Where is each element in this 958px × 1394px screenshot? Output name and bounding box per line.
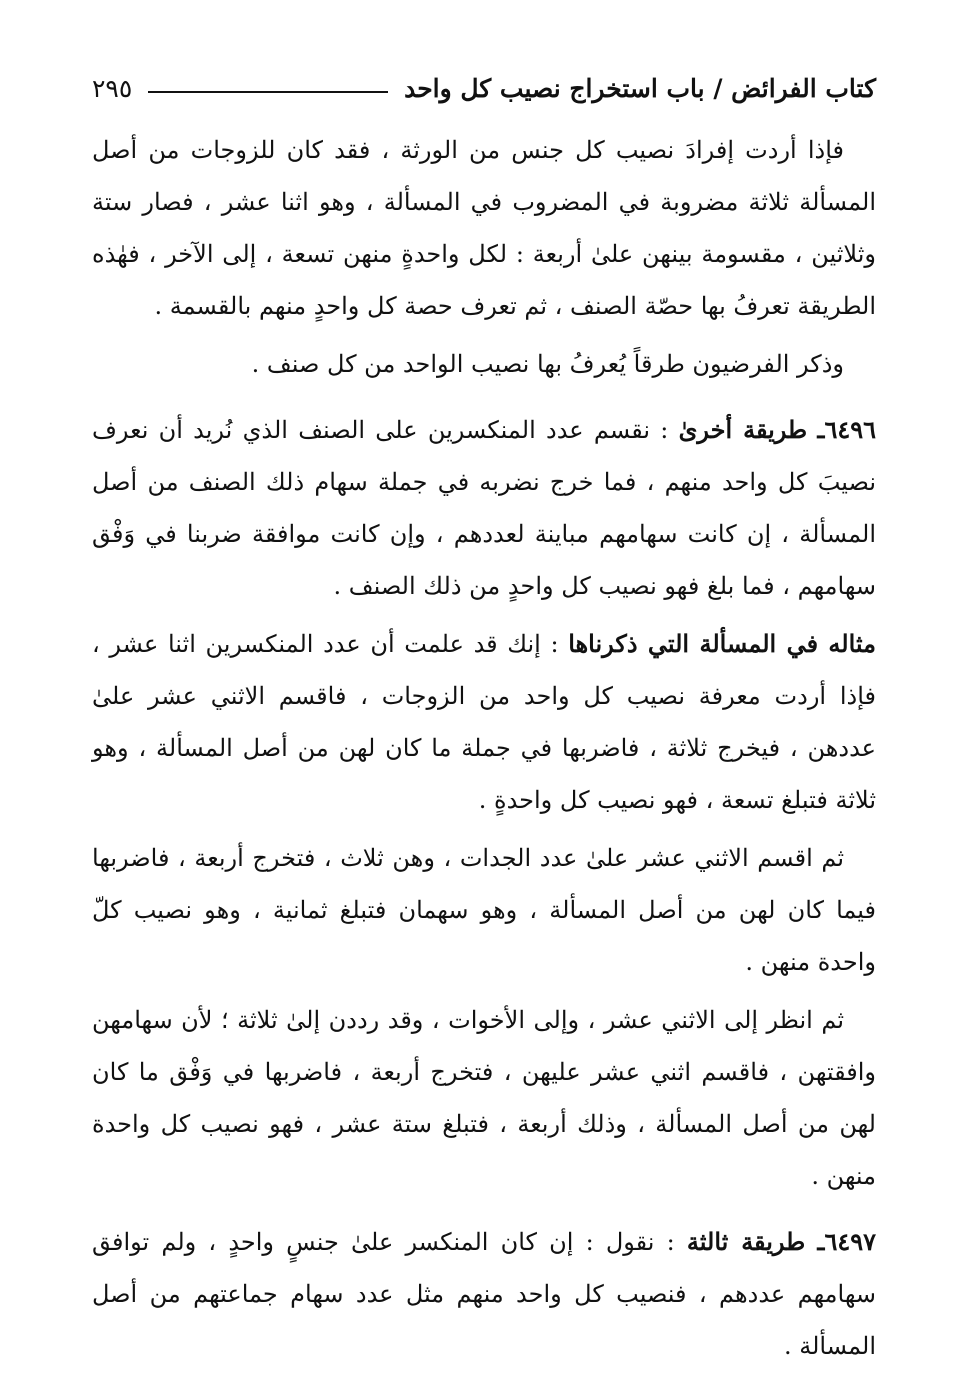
page-body bbox=[92, 124, 876, 1372]
paragraph-sisters bbox=[92, 994, 876, 1202]
paragraph-heading: مثاله في المسألة التي ذكرناها bbox=[568, 629, 876, 658]
book-page bbox=[92, 70, 876, 1378]
paragraph-text: ثم انظر إلى الاثني عشر ، وإلى الأخوات ، وقد رددن إلىٰ ثلاثة ؛ لأن سهامهن وافقتهن ، فاقسم اثني عشر عليهن ، فتخرج أربعة ، فاضربها في وَفْق ما كان لهن من أصل المسألة ، وذلك أربعة ، فتبلغ ستة عشر ، فهو نصيب كل واحدة منهن . bbox=[92, 1006, 876, 1190]
paragraph-number: ٦٤٩٧ـ bbox=[817, 1227, 876, 1256]
paragraph-heading: طريقة أخرىٰ bbox=[678, 415, 808, 444]
paragraph-heading: طريقة ثالثة bbox=[686, 1227, 806, 1256]
paragraph-grandmothers bbox=[92, 832, 876, 988]
header-title: كتاب الفرائض / باب استخراج نصيب كل واحد bbox=[404, 73, 876, 103]
page-number: ٢٩٥ bbox=[92, 73, 133, 103]
paragraph-2 bbox=[92, 338, 876, 390]
paragraph-example bbox=[92, 618, 876, 826]
paragraph-6497 bbox=[92, 1216, 876, 1372]
paragraph-text: : نقسم عدد المنكسرين على الصنف الذي نُريد أن نعرف نصيبَ كل واحد منهم ، فما خرج نضربه في جملة سهام ذلك الصنف من أصل المسألة ، إن كانت سهامهم مباينة لعددهم ، وإن كانت موافقة ضربنا في وَفْق سهامهم ، فما بلغ فهو نصيب كل واحدٍ من ذلك الصنف . bbox=[92, 416, 876, 600]
paragraph-1 bbox=[92, 124, 876, 332]
paragraph-text: : إنك قد علمت أن عدد المنكسرين اثنا عشر ، فإذا أردت معرفة نصيب كل واحد من الزوجات ، فاقسم الاثني عشر علىٰ عددهن ، فيخرج ثلاثة ، فاضربها في جملة ما كان لهن من أصل المسألة ، وهو ثلاثة فتبلغ تسعة ، فهو نصيب كل واحدةٍ . bbox=[92, 630, 876, 814]
paragraph-text: وذكر الفرضيون طرقاً يُعرفُ بها نصيب الواحد من كل صنف . bbox=[251, 350, 844, 378]
paragraph-6496 bbox=[92, 404, 876, 612]
paragraph-text: ثم اقسم الاثني عشر علىٰ عدد الجدات ، وهن ثلاث ، فتخرج أربعة ، فاضربها فيما كان لهن من أصل المسألة ، وهو سهمان فتبلغ ثمانية ، وهو نصيب كلّ واحدة منهن . bbox=[92, 844, 876, 976]
running-header bbox=[92, 70, 876, 106]
header-rule bbox=[148, 91, 388, 93]
paragraph-text: : نقول : إن كان المنكسر علىٰ جنسٍ واحدٍ ، ولم توافق سهامهم عددهم ، فنصيب كل واحد منهم مثل عدد سهام جماعتهم من أصل المسألة . bbox=[92, 1228, 876, 1360]
paragraph-text: فإذا أردت إفرادَ نصيب كل جنس من الورثة ، فقد كان للزوجات من أصل المسألة ثلاثة مضروبة في المضروب في المسألة ، وهو اثنا عشر ، فصار ستة وثلاثين ، مقسومة بينهن علىٰ أربعة : لكل واحدةٍ منهن تسعة ، إلى الآخر ، فهٰذه الطريقة تعرفُ بها حصّة الصنف ، ثم تعرف حصة كل واحدٍ منهم بالقسمة . bbox=[92, 136, 876, 320]
paragraph-number: ٦٤٩٦ـ bbox=[817, 415, 876, 444]
